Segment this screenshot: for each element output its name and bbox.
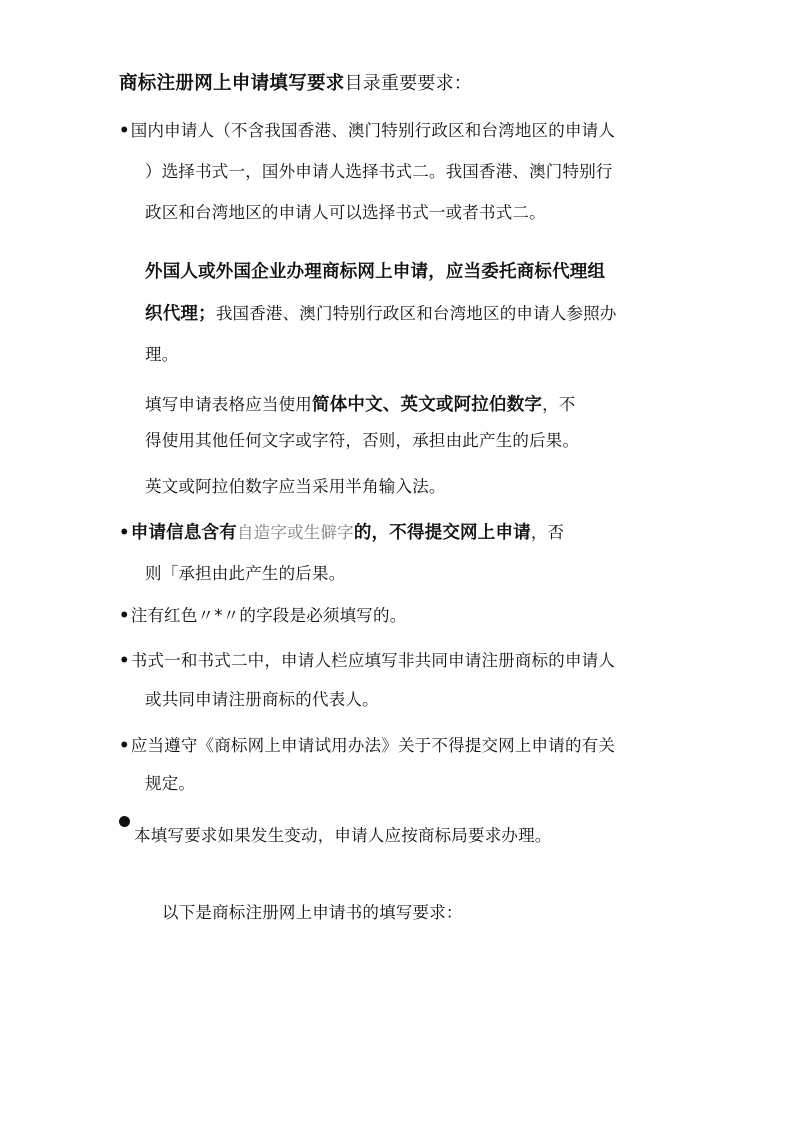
bullet: • [119, 121, 130, 140]
bullet: • [119, 606, 130, 625]
item2-line1-gray: 自造字或生僻字 [236, 523, 354, 542]
foreign-line2-normal: 我国香港、澳门特别行政区和台湾地区的申请人参照办 [215, 304, 617, 323]
item5-text-1: 应当遵守《商标网上申请试用办法》关于不得提交网上申请的有关 [130, 736, 616, 755]
item4-line2: 或共同申请注册商标的代表人。 [145, 690, 379, 709]
page-heading [119, 73, 472, 95]
item3-text: 注有红色〃*〃的字段是必须填写的。 [130, 606, 407, 625]
item2-line1-b: 的，不得提交网上申请 [353, 523, 531, 543]
item6-line: 本填写要求如果发生变动，申请人应按商标局要求办理。 [134, 826, 552, 845]
item4-line1 [119, 650, 615, 672]
language-line1 [145, 394, 576, 416]
foreign-line3: 理。 [145, 345, 179, 364]
footer-line: 以下是商标注册网上申请书的填写要求： [162, 903, 463, 922]
language-line3: 英文或阿拉伯数字应当采用半角输入法。 [145, 477, 446, 496]
foreign-line1: 外国人或外国企业办理商标网上申请，应当委托商标代理组 [145, 262, 606, 282]
large-bullet-icon [119, 816, 130, 827]
item5-line2: 规定。 [145, 774, 196, 793]
item1-line3: 政区和台湾地区的申请人可以选择书式一或者书式二。 [145, 203, 546, 222]
item2-line1-a: 申请信息含有 [130, 523, 237, 543]
bullet: • [119, 523, 130, 542]
foreign-line2-bold: 织代理； [145, 304, 216, 324]
heading-bold: 商标注册网上申请填写要求 [119, 73, 345, 94]
language-line2: 得使用其他任何文字或字符，否则，承担由此产生的后果。 [145, 431, 580, 450]
heading-normal: 目录重要要求： [344, 73, 473, 94]
item2-line2: 则「承担由此产生的后果。 [145, 564, 346, 583]
item4-text-1: 书式一和书式二中，申请人栏应填写非共同申请注册商标的申请人 [130, 651, 616, 670]
item1-line2: ）选择书式一，国外申请人选择书式二。我国香港、澳门特别行 [145, 162, 613, 181]
item5-line1 [119, 735, 615, 757]
bullet: • [119, 736, 130, 755]
item2-line1 [119, 522, 564, 544]
item1-line1 [119, 120, 615, 142]
item2-line1-c: ，否 [530, 523, 565, 542]
language-line1-bold: 简体中文、英文或阿拉伯数字 [312, 395, 543, 415]
item3-line [119, 605, 406, 627]
language-line1-b: ，不 [542, 395, 576, 414]
language-line1-a: 填写申请表格应当使用 [145, 395, 312, 414]
bullet: • [119, 651, 130, 670]
item1-text-1: 国内申请人（不含我国香港、澳门特别行政区和台湾地区的申请人 [130, 121, 616, 140]
foreign-line2 [145, 303, 617, 325]
